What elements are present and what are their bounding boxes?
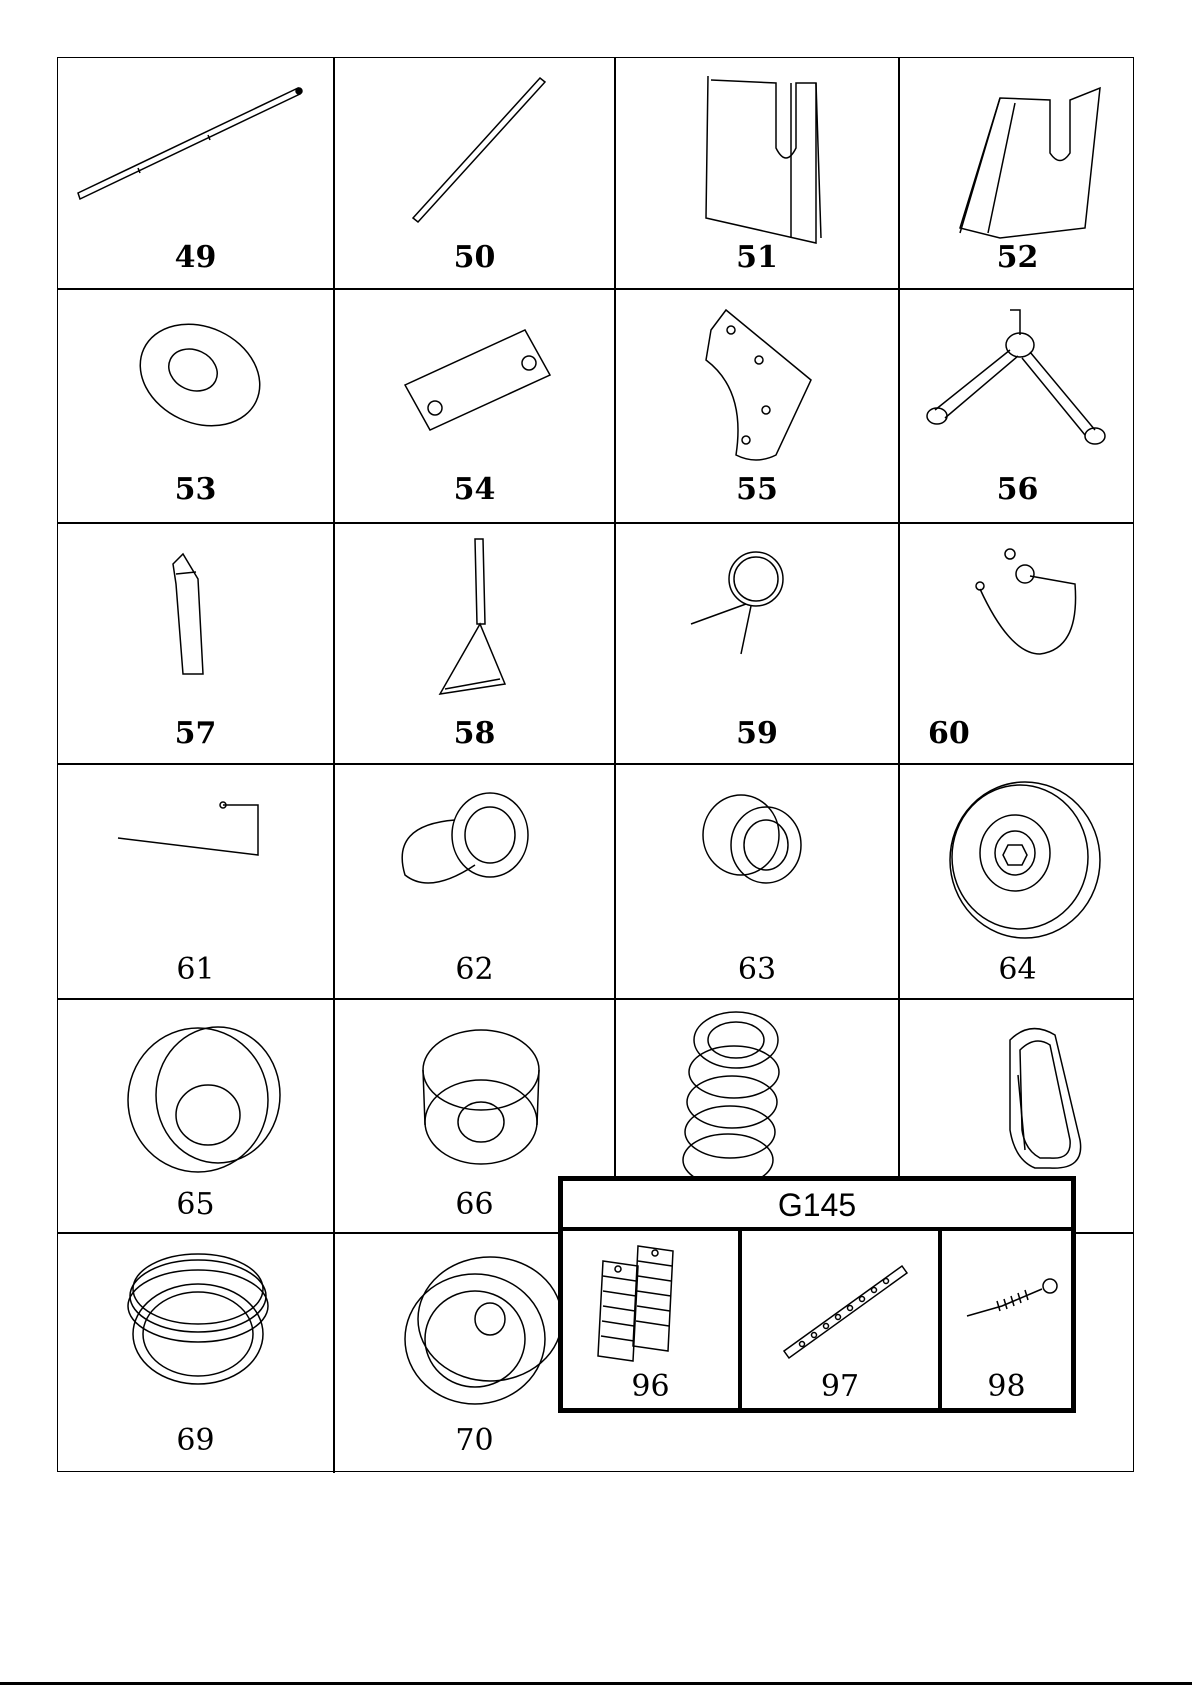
part-53 bbox=[58, 290, 333, 522]
part-number: 70 bbox=[455, 1423, 494, 1458]
part-number: 51 bbox=[736, 240, 778, 275]
part-number: 54 bbox=[453, 472, 496, 507]
part-number: 52 bbox=[996, 240, 1039, 275]
part-number: 98 bbox=[987, 1369, 1026, 1404]
part-58 bbox=[335, 524, 614, 763]
part-number: 64 bbox=[998, 952, 1037, 987]
part-98 bbox=[942, 1231, 1071, 1408]
part-number: 57 bbox=[174, 716, 217, 751]
part-number: 55 bbox=[736, 472, 778, 507]
part-55 bbox=[616, 290, 898, 522]
part-52 bbox=[900, 58, 1135, 288]
part-63 bbox=[616, 765, 898, 998]
part-number: 63 bbox=[737, 952, 777, 987]
part-57 bbox=[58, 524, 333, 763]
part-number: 65 bbox=[176, 1187, 215, 1222]
part-69 bbox=[58, 1234, 333, 1472]
part-number: 61 bbox=[176, 952, 215, 987]
part-number: 60 bbox=[928, 716, 970, 751]
part-49 bbox=[58, 58, 333, 288]
part-62 bbox=[335, 765, 614, 998]
part-number: 59 bbox=[736, 716, 778, 751]
part-56 bbox=[900, 290, 1135, 522]
part-number: 56 bbox=[996, 472, 1039, 507]
kit-title: G145 bbox=[563, 1181, 1071, 1231]
part-60 bbox=[900, 524, 1135, 763]
part-number: 96 bbox=[631, 1369, 670, 1404]
part-number: 62 bbox=[455, 952, 494, 987]
part-number: 97 bbox=[820, 1369, 860, 1404]
part-number: 66 bbox=[455, 1187, 494, 1222]
part-61 bbox=[58, 765, 333, 998]
part-number: 53 bbox=[174, 472, 217, 507]
part-number: 49 bbox=[174, 240, 217, 275]
part-97 bbox=[742, 1231, 938, 1408]
kit-box bbox=[558, 1176, 1076, 1413]
part-96 bbox=[563, 1231, 738, 1408]
part-51 bbox=[616, 58, 898, 288]
part-number: 50 bbox=[453, 240, 496, 275]
part-59 bbox=[616, 524, 898, 763]
part-number: 69 bbox=[176, 1423, 215, 1458]
part-number: 58 bbox=[453, 716, 496, 751]
part-65 bbox=[58, 1000, 333, 1232]
part-54 bbox=[335, 290, 614, 522]
part-50 bbox=[335, 58, 614, 288]
part-64 bbox=[900, 765, 1135, 998]
